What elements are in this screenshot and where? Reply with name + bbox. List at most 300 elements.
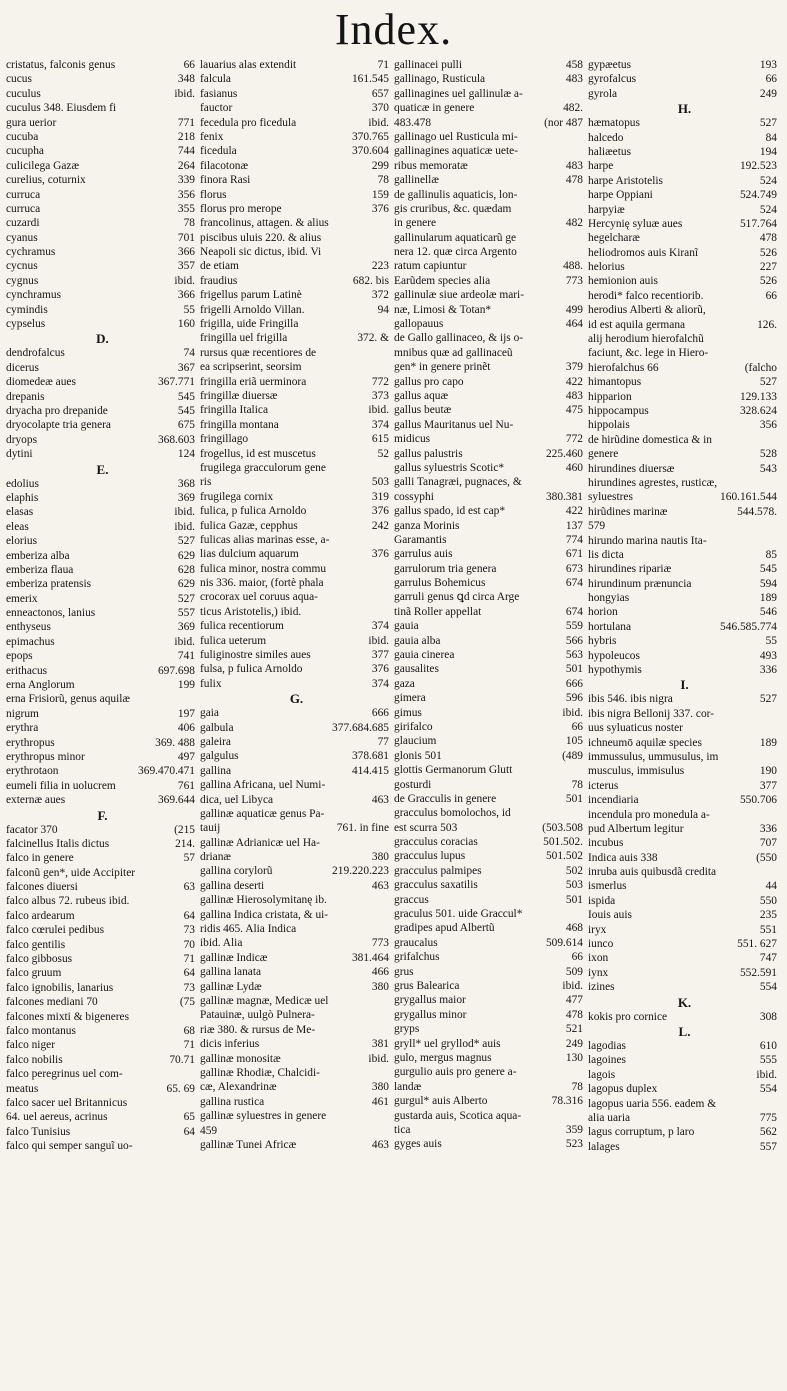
entry-term: cypselus [6,318,46,331]
index-entry [588,1068,781,1082]
entry-page: 673 [565,562,583,575]
entry-term: lagopus uaria 556. eadem & [588,1097,717,1110]
index-entry [200,922,393,936]
entry-term: gallina corylorũ [200,865,273,878]
section-letter: I. [680,677,689,693]
index-entry [200,173,393,187]
entry-term: drepanis [6,390,45,403]
index-entry [394,1008,587,1022]
entry-page: 348 [177,73,195,86]
index-entry [6,346,199,360]
entry-page: 381 [371,1038,389,1051]
entry-term: garruli genus ꝗd circa Arge [394,591,520,604]
entry-page: 160 [177,318,195,331]
entry-term: fringilla montana [200,418,279,431]
index-entry [6,87,199,101]
entry-term: falco ardearum [6,909,75,922]
entry-term: ficedula [200,145,237,158]
index-entry [394,691,587,705]
entry-term: crocorax uel coruus aqua- [200,591,318,604]
entry-page: 52 [377,447,389,460]
index-entry [588,548,781,562]
entry-page: 65 [183,1111,195,1124]
entry-page: 381.464 [351,951,389,964]
index-entry [588,246,781,260]
entry-page: 367.771 [157,376,195,389]
entry-page: 124 [177,448,195,461]
entry-page: 65. 69 [166,1082,195,1095]
entry-term: gracculus coracias [394,836,478,849]
entry-term: fulica Gazæ, cepphus [200,519,298,532]
entry-page: 773 [371,937,389,950]
entry-page: 761. in fine [336,822,389,835]
index-entry [6,1110,199,1124]
index-entry [200,908,393,922]
index-entry [200,447,393,461]
index-column-1 [6,58,199,1378]
entry-page: ibid. [368,404,389,417]
index-entry [394,576,587,590]
entry-page: 559 [565,620,583,633]
entry-term: lagodias [588,1040,626,1052]
entry-term: cucupha [6,145,44,158]
entry-page: 414.415 [351,764,389,777]
entry-page: 463 [371,879,389,892]
entry-page: 159 [371,188,389,201]
entry-term: fringilla Italica [200,404,268,417]
index-entry [6,130,199,144]
entry-page: 497 [177,750,195,763]
entry-term: gaia [200,707,219,720]
entry-term: Neapoli sic dictus, ibid. Vi [200,246,322,259]
entry-term: florus [200,188,227,201]
index-entry [6,188,199,202]
index-entry [6,317,199,331]
index-entry [394,461,587,475]
entry-term: gallinulæ siue ardeolæ mari- [394,289,525,302]
entry-page: 336 [759,664,777,677]
index-entry [394,648,587,662]
index-entry [6,620,199,634]
entry-page: 775 [759,1111,777,1124]
entry-term: nigrum [6,707,39,720]
entry-page: 235 [759,909,777,922]
index-entry [200,360,393,374]
entry-page: ibid. [174,87,195,100]
entry-term: himantopus [588,376,642,389]
entry-page: 55 [765,635,777,648]
index-entry [200,807,393,821]
index-entry [200,116,393,130]
index-entry [200,1124,393,1138]
entry-page: 192.523 [739,160,777,173]
index-entry [588,476,781,490]
entry-page: 458 [565,59,583,71]
entry-term: hybris [588,635,617,648]
index-entry [200,317,393,331]
entry-term: galli Tanagræi, pugnaces, & [394,476,522,489]
entry-term: emberiza pratensis [6,578,92,591]
entry-page: 374 [371,620,389,633]
entry-page: 501 [565,792,583,805]
entry-page: 483 [565,159,583,172]
entry-page: 546.585.774 [720,620,777,633]
index-entry [588,1111,781,1125]
index-entry [588,634,781,648]
index-entry [394,331,587,345]
entry-term: cygnus [6,274,39,287]
entry-page: 373 [371,389,389,402]
index-entry [6,793,199,807]
index-entry [394,87,587,101]
index-entry [200,245,393,259]
entry-page: 502 [565,864,583,877]
index-entry [394,144,587,158]
entry-term: gosturdi [394,778,432,791]
entry-term: fringilla eriã uerminora [200,375,307,388]
index-entry [200,1109,393,1123]
entry-term: galbula [200,721,234,734]
entry-term: gallinago, Rusticula [394,73,486,86]
entry-page: 377 [759,779,777,792]
entry-term: de etiam [200,260,239,273]
entry-term: gis cruribus, &c. quædam [394,202,512,215]
entry-term: gallus syluestris Scotic* [394,461,505,474]
entry-term: gallina [200,764,231,777]
index-entry [6,491,199,505]
index-entry [394,245,587,259]
index-entry [6,144,199,158]
section-letter: L. [678,1024,691,1039]
index-entry [394,677,587,691]
entry-term: lalages [588,1140,620,1153]
index-entry [588,649,781,663]
entry-page: 774 [565,533,583,546]
entry-page: ibid. [174,635,195,648]
index-entry [6,202,199,216]
entry-page: 744 [177,145,195,158]
entry-page: 57 [183,852,195,865]
entry-term: gallinellæ [394,174,439,187]
entry-page: 501 [565,663,583,676]
index-entry [394,965,587,979]
entry-term: gallinæ magnæ, Medicæ uel [200,995,329,1007]
entry-term: uus syluaticus noster [588,722,683,735]
index-entry [588,721,781,735]
entry-term: facator 370 [6,823,58,836]
entry-page: 78 [571,1080,583,1093]
entry-page: 594 [759,577,777,590]
entry-term: Iouis auis [588,909,632,922]
entry-term: riæ 380. & rursus de Me- [200,1023,316,1036]
index-entry [394,792,587,806]
index-entry [588,462,781,476]
index-entry [588,1082,781,1096]
entry-term: falcula [200,73,231,86]
entry-page: 671 [565,548,583,561]
entry-term: kokis pro cornice [588,1010,668,1023]
index-entry [588,217,781,231]
entry-page: 528 [759,448,777,461]
entry-term: emerix [6,592,38,605]
index-entry [394,936,587,950]
entry-term: incendula pro monedula a- [588,808,710,821]
index-entry [200,533,393,547]
index-entry [200,980,393,994]
entry-term: Indica auis 338 [588,851,658,864]
index-entry [200,461,393,475]
index-entry [394,188,587,202]
entry-term: mnibus quæ ad gallinaceũ [394,346,513,359]
entry-term: piscibus uluis 220. & alius [200,231,322,244]
index-entry [6,390,199,404]
index-entry [588,274,781,288]
index-entry [588,591,781,605]
index-entry [6,534,199,548]
index-entry [588,203,781,217]
index-entry [200,144,393,158]
entry-term: gallinagines aquaticæ uete- [394,145,518,158]
index-entry [6,231,199,245]
index-entry [588,908,781,922]
entry-term: girifalco [394,720,433,733]
index-entry [588,131,781,145]
index-entry [394,72,587,86]
entry-term: garrulus auis [394,548,453,561]
index-entry [6,159,199,173]
entry-page: 527 [177,535,195,548]
entry-page: 242 [371,519,389,532]
entry-term: fulica ueterum [200,634,267,647]
entry-page: 78.316 [551,1095,583,1108]
index-entry [394,159,587,173]
entry-term: dytini [6,448,33,461]
entry-term: de hirũdine domestica & in [588,433,713,446]
index-entry [6,592,199,606]
entry-term: erythropus [6,736,55,749]
index-entry [394,878,587,892]
index-entry [6,577,199,591]
entry-term: gallina rustica [200,1095,265,1108]
entry-page: 137 [565,519,583,532]
entry-term: cuculus 348. Eiusdem fi [6,102,117,115]
entry-page: 264 [177,159,195,172]
entry-term: frigilla, uide Fringilla [200,318,299,331]
index-entry [6,101,199,115]
entry-term: fuliginostre similes aues [200,649,311,662]
entry-page: 78 [183,217,195,230]
index-entry [588,1010,781,1024]
entry-page: ibid. [174,506,195,519]
entry-term: hypothymis [588,664,642,677]
entry-term: gallinularum aquaticarũ ge [394,231,517,244]
entry-page: 129.133 [739,390,777,403]
entry-term: hierofalchus 66 [588,361,659,374]
index-entry [200,778,393,792]
entry-page: 545 [177,404,195,417]
index-column-2 [200,58,393,1378]
index-entry [200,216,393,230]
entry-page: 550.706 [739,794,777,807]
index-entry [394,921,587,935]
entry-term: falco albus 72. rubeus ibid. [6,895,130,908]
index-entry [6,477,199,491]
index-entry [200,648,393,662]
entry-page: 477 [565,994,583,1007]
entry-page: 379 [565,361,583,374]
entry-term: gauia cinerea [394,649,455,662]
index-entry [588,750,781,764]
entry-page: 372. & [357,332,389,345]
entry-term: fulica minor, nostra commu [200,562,327,575]
index-entry [6,447,199,461]
index-entry [588,879,781,893]
entry-term: falcones mixti & bigeneres [6,1010,130,1023]
entry-page: 493 [759,649,777,662]
entry-page: 503 [371,476,389,489]
index-entry [6,303,199,317]
entry-term: harpe Aristotelis [588,174,663,187]
entry-term: falco gruum [6,967,62,980]
entry-term: gallus spado, id est cap* [394,505,506,518]
entry-term: fringillæ diuersæ [200,389,278,402]
entry-page: 509 [565,965,583,978]
entry-term: faciunt, &c. lege in Hiero- [588,347,709,360]
index-entry [200,188,393,202]
index-entry [394,389,587,403]
index-entry [6,750,199,764]
entry-term: hortulana [588,620,632,633]
index-entry [200,1138,393,1152]
entry-term: cyanus [6,231,38,244]
index-entry [200,721,393,735]
entry-term: inruba auis quibusdã credita [588,866,717,879]
entry-term: graccus [394,893,429,906]
entry-term: francolinus, attagen. & alius [200,217,329,230]
entry-page: 369.644 [157,794,195,807]
entry-page: 219.220.223 [332,865,389,878]
entry-page: 64 [183,1125,195,1138]
entry-page: 550 [759,894,777,907]
entry-page: 68 [183,1025,195,1037]
entry-page: 190 [759,765,777,778]
entry-page: 482. [563,102,583,115]
entry-page: 554 [759,1083,777,1096]
entry-page: 328.624 [739,404,777,417]
entry-term: tinã Roller appellat [394,605,482,618]
index-entry [394,519,587,533]
index-entry [200,389,393,403]
index-entry [6,837,199,851]
index-entry [200,475,393,489]
entry-term: garrulus Bohemicus [394,577,486,590]
index-entry [588,1097,781,1111]
entry-term: alij herodium hierofalchũ [588,333,704,346]
index-entry [588,620,781,634]
entry-page: 73 [183,924,195,937]
index-entry [588,966,781,980]
entry-page: 545 [759,563,777,576]
index-entry [588,951,781,965]
entry-term: hypoleucos [588,649,640,662]
entry-term: externæ aues [6,794,66,807]
entry-page: 629 [177,578,195,591]
index-entry [6,116,199,130]
index-entry [6,894,199,908]
entry-term: falco ignobilis, lanarius [6,981,114,994]
entry-term: gauia alba [394,634,441,647]
index-entry [6,966,199,980]
entry-term: meatus [6,1082,39,1095]
entry-page: 562 [759,1126,777,1139]
entry-term: Hercynię syluæ aues [588,217,683,230]
entry-page: 339 [177,174,195,187]
entry-page: 380 [371,1081,389,1094]
index-entry [394,288,587,302]
index-entry [394,734,587,748]
entry-term: hegelcharæ [588,232,640,245]
entry-term: gimus [394,706,422,719]
entry-page: 482 [565,217,583,230]
entry-term: elaphis [6,491,39,504]
entry-term: gyges auis [394,1138,442,1151]
entry-term: gracculus saxatilis [394,879,478,892]
index-entry [200,1052,393,1066]
entry-term: izines [588,981,615,994]
entry-term: gallina Indica cristata, & ui- [200,908,329,921]
entry-term: helorius [588,261,625,274]
index-entry [588,72,781,86]
index-entry [588,289,781,303]
entry-term: diomedeæ aues [6,376,76,389]
entry-term: hirundines agrestes, rusticæ, [588,476,718,489]
index-entry [200,547,393,561]
entry-term: dryocolapte tria genera [6,419,111,432]
entry-term: dryops [6,433,38,446]
index-entry [394,849,587,863]
entry-term: ismerlus [588,880,627,893]
entry-page: 370.604 [351,145,389,158]
entry-term: halcedo [588,131,624,144]
entry-term: dicerus [6,361,39,374]
index-entry [6,1010,199,1024]
entry-page: 374 [371,418,389,431]
entry-term: cucus [6,73,32,86]
entry-term: cucuba [6,130,39,143]
entry-term: falco peregrinus uel com- [6,1068,123,1081]
entry-term: curruca [6,202,41,215]
entry-term: hirundo marina nautis Ita- [588,534,707,547]
entry-term: frigellus parum Latinè [200,289,302,302]
index-entry [394,547,587,561]
entry-term: gallinago uel Rusticula mi- [394,130,518,143]
entry-page: 369. 488 [155,736,195,749]
entry-page: 422 [565,375,583,388]
entry-term: gallinæ Tunei Africæ [200,1138,297,1151]
entry-term: enneactonos, lanius [6,607,96,620]
entry-term: edolius [6,477,39,490]
entry-term: Garamantis [394,533,447,546]
index-entry [394,231,587,245]
entry-term: ratum capiuntur [394,260,467,273]
entry-term: gausalites [394,663,439,676]
entry-page: 66 [183,59,195,71]
entry-term: cristatus, falconis genus [6,59,116,71]
entry-page: 666 [565,677,583,690]
entry-page: 370 [371,102,389,115]
section-letter: H. [677,101,692,117]
entry-term: 64. uel aereus, acrinus [6,1111,108,1124]
